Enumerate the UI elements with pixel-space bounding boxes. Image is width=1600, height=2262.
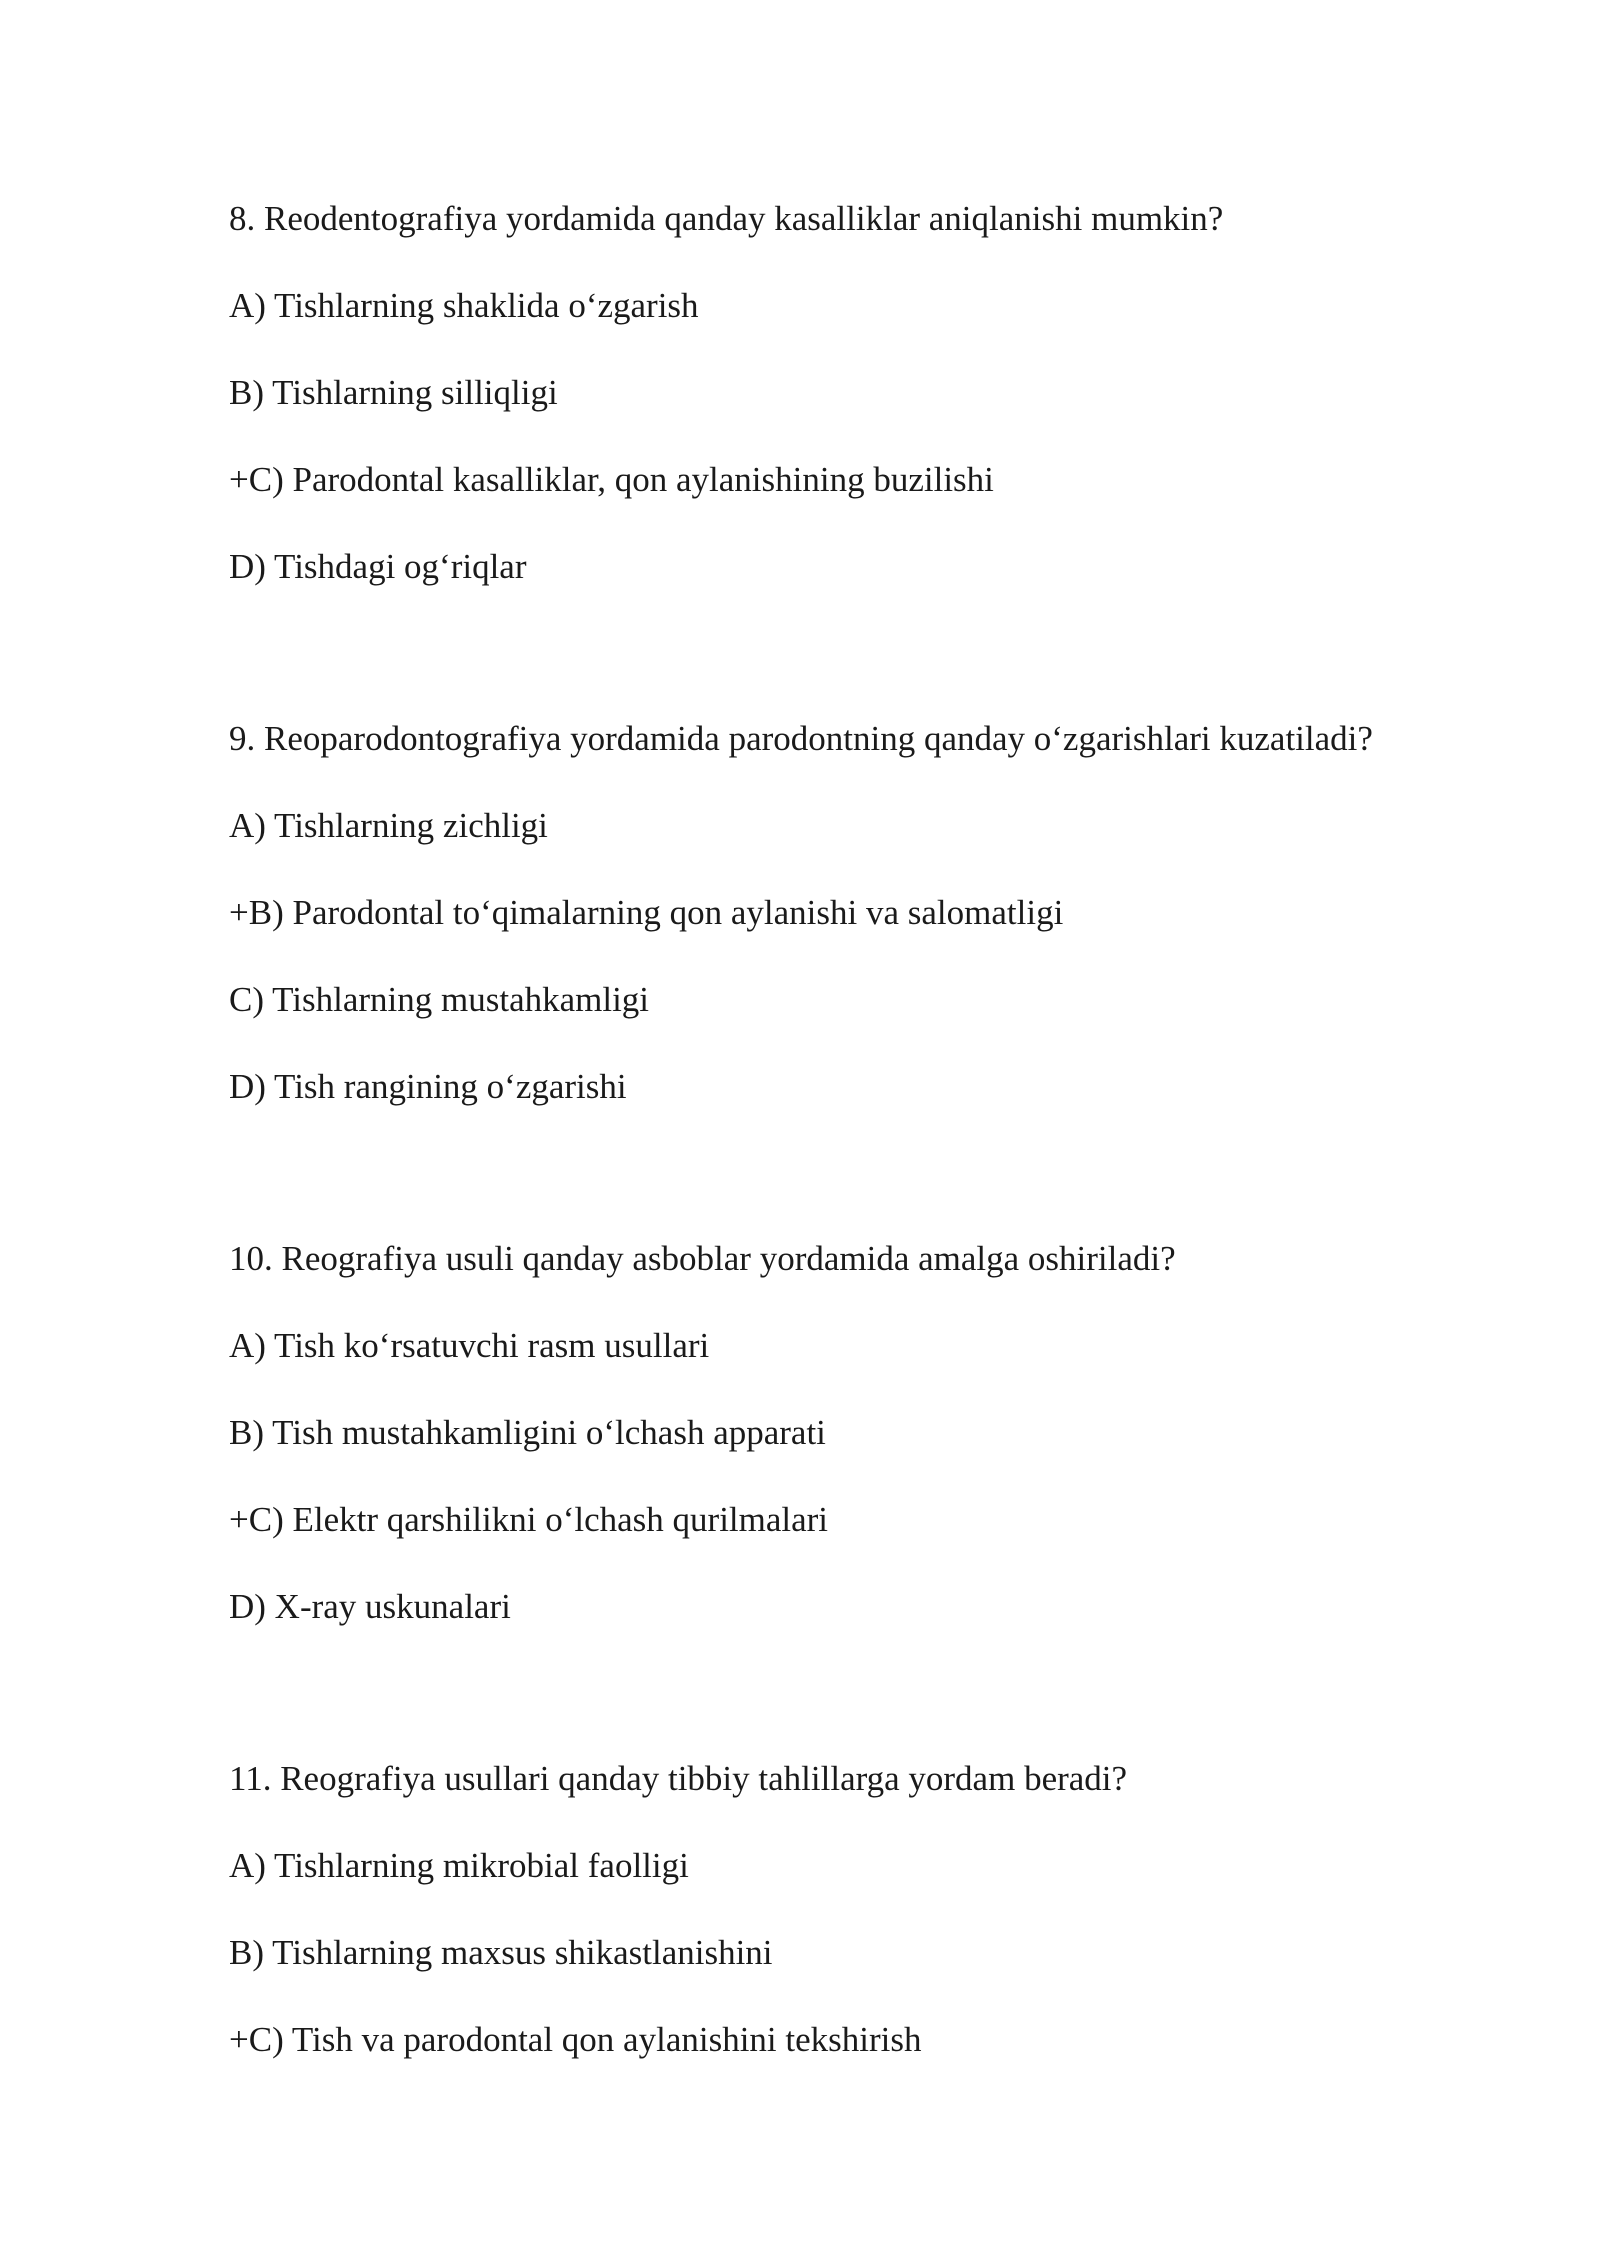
answer-option-c: +C) Elektr qarshilikni o‘lchash qurilmalari xyxy=(229,1500,829,1539)
answer-option-c: C) Tishlarning mustahkamligi xyxy=(229,980,650,1019)
answer-option-d: D) X-ray uskunalari xyxy=(229,1587,511,1626)
question-block-8 xyxy=(229,199,1529,587)
question-text: 10. Reografiya usuli qanday asboblar yordamida amalga oshiriladi? xyxy=(229,1239,1176,1278)
answer-option-b: B) Tish mustahkamligini o‘lchash apparati xyxy=(229,1413,826,1452)
question-text: 8. Reodentografiya yordamida qanday kasalliklar aniqlanishi mumkin? xyxy=(229,199,1224,238)
answer-option-a: A) Tishlarning shaklida o‘zgarish xyxy=(229,286,699,325)
question-text: 11. Reografiya usullari qanday tibbiy tahlillarga yordam beradi? xyxy=(229,1759,1128,1798)
question-text: 9. Reoparodontografiya yordamida parodontning qanday o‘zgarishlari kuzatiladi? xyxy=(229,719,1373,758)
answer-option-a: A) Tishlarning mikrobial faolligi xyxy=(229,1846,689,1885)
answer-option-d: D) Tish rangining o‘zgarishi xyxy=(229,1067,627,1106)
answer-option-a: A) Tishlarning zichligi xyxy=(229,806,548,845)
answer-option-b: B) Tishlarning maxsus shikastlanishini xyxy=(229,1933,773,1972)
question-block-9 xyxy=(229,719,1529,1107)
answer-option-b: +B) Parodontal to‘qimalarning qon aylanishi va salomatligi xyxy=(229,893,1064,932)
question-block-10 xyxy=(229,1239,1529,1627)
answer-option-c: +C) Tish va parodontal qon aylanishini tekshirish xyxy=(229,2020,922,2059)
answer-option-a: A) Tish ko‘rsatuvchi rasm usullari xyxy=(229,1326,710,1365)
question-block-11 xyxy=(229,1759,1529,2060)
answer-option-d: D) Tishdagi og‘riqlar xyxy=(229,547,527,586)
answer-option-b: B) Tishlarning silliqligi xyxy=(229,373,558,412)
answer-option-c: +C) Parodontal kasalliklar, qon aylanishining buzilishi xyxy=(229,460,994,499)
